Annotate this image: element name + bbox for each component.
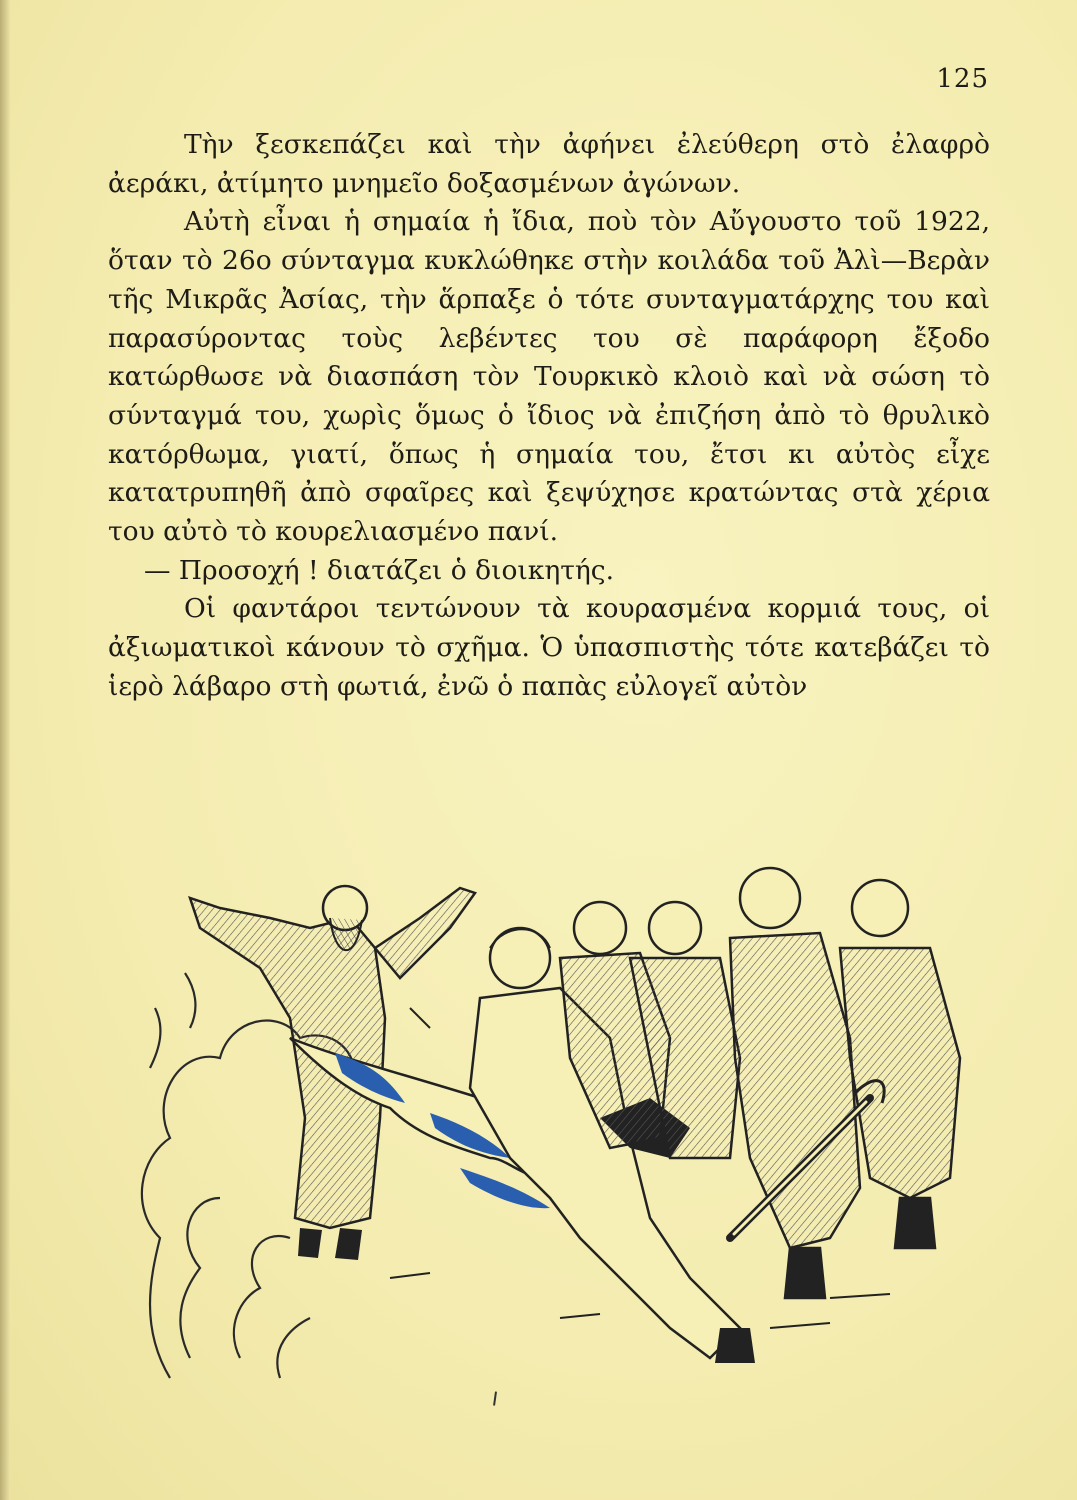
ink-mark (493, 1392, 503, 1407)
paragraph-4: Οἱ φαντάροι τεντώνουν τὰ κουρασμένα κορμιά τους, οἱ ἀξιωματικοὶ κάνουν τὸ σχῆμα. Ὁ ὑπασπιστὴς τότε κατεβάζει τὸ ἱερὸ λάβαρο στὴ φωτιά, ἐνῶ ὁ παπὰς εὐλογεῖ αὐτὸν (108, 593, 990, 702)
body-text (108, 126, 990, 707)
paragraph-2: Αὐτὴ εἶναι ἡ σημαία ἡ ἴδια, ποὺ τὸν Αὔγουστο τοῦ 1922, ὅταν τὸ 26ο σύνταγμα κυκλώθηκε στὴν κοιλάδα τοῦ Ἀλὶ—Βερὰν τῆς Μικρᾶς Ἀσίας, τὴν ἅρπαξε ὁ τότε συνταγματάρχης του καὶ παρασύροντας τοὺς λεβέντες του σὲ παράφορη ἔξοδο κατώρθωσε νὰ διασπάση τὸν Τουρκικὸ κλοιὸ καὶ νὰ σώση τὸ σύνταγμά του, χωρὶς ὅμως ὁ ἴδιος νὰ ἐπιζήση ἀπὸ τὸ θρυλικὸ κατόρθωμα, γιατί, ὅπως ἡ σημαία του, ἔτσι κι αὐτὸς εἶχε κατατρυπηθῆ ἀπὸ σφαῖρες καὶ ξεψύχησε κρατώντας στὰ χέρια του αὐτὸ τὸ κουρελιασμένο πανί. (108, 206, 990, 548)
page-number: 125 (936, 64, 989, 94)
page-binding-edge (0, 0, 10, 1500)
paragraph-1: Τὴν ξεσκεπάζει καὶ τὴν ἀφήνει ἐλεύθερη στὸ ἐλαφρὸ ἀεράκι, ἀτίμητο μνημεῖο δοξασμένων ἀγώνων. (108, 129, 990, 199)
paragraph-3-command: — Προσοχή ! διατάζει ὁ διοικητής. (144, 554, 615, 586)
illustration-flag-burning-ceremony (130, 858, 990, 1398)
